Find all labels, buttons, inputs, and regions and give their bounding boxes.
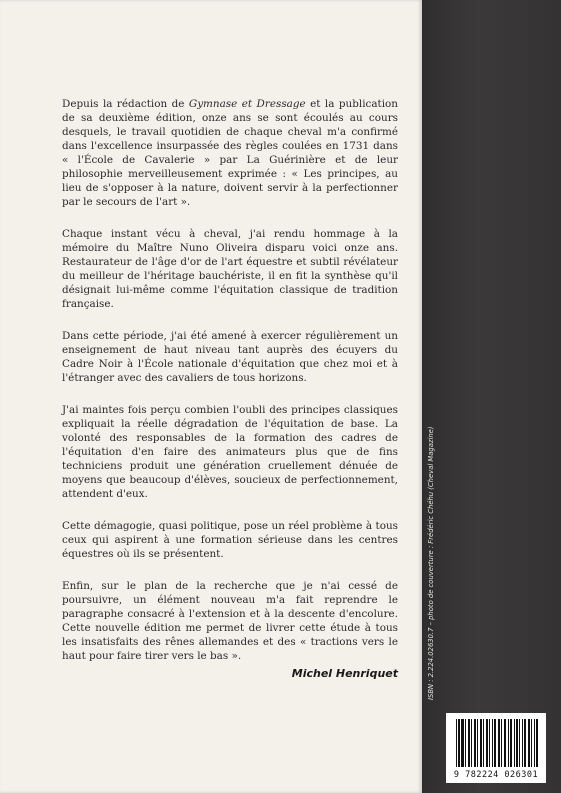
paragraph-3: Dans cette période, j'ai été amené à exercer régulièrement un enseignement de haut niveau tant auprès des écuyers du Cadre Noir à l'École nationale d'équitation que chez moi et à l'étranger avec des cavaliers de tous horizons.	[62, 330, 398, 384]
barcode-bar	[481, 719, 482, 767]
barcode-bar	[489, 719, 490, 767]
isbn-photo-credit: ISBN : 2.224.02630.7 – photo de couverture : Frédéric Chéhu (Cheval Magazine)	[427, 426, 435, 700]
barcode-bar	[511, 719, 512, 767]
barcode-digits: 9 782224 026301	[453, 770, 539, 780]
barcode-bar	[529, 719, 530, 767]
barcode-bar	[471, 719, 472, 767]
paragraph-2: Chaque instant vécu à cheval, j'ai rendu hommage à la mémoire du Maître Nuno Oliveira disparu voici onze ans. Restaurateur de l'âge d'or de l'art équestre et subtil révélateur du meilleur de l'héritage bauchériste, il en fit la synthèse qu'il désignait lui-même comme l'équitation classique de tradition française.	[62, 228, 398, 310]
barcode-bar	[465, 719, 466, 767]
blurb-text	[62, 97, 398, 681]
paragraph-4: J'ai maintes fois perçu combien l'oubli des principes classiques expliquait la réelle dégradation de l'équitation de base. La volonté des responsables de la formation des cadres de l'équitation d'en faire des animateurs plus que de fins techniciens produit une génération cruellement dénuée de moyens que beaucoup d'élèves, soucieux de perfectionnement, attendent d'eux.	[62, 404, 398, 500]
paragraph-6: Enfin, sur le plan de la recherche que je n'ai cessé de poursuivre, un élément nouveau m'a fait reprendre le paragraphe consacré à l'extension et à la descente d'encolure. Cette nouvelle édition me permet de livrer cette étude à tous les insatisfaits des rênes allemandes et des « tractions vers le haut pour faire tirer vers le bas ».	[62, 580, 398, 662]
barcode-bar	[477, 719, 478, 767]
paragraph-5: Cette démagogie, quasi politique, pose un réel problème à tous ceux qui aspirent à une formation sérieuse dans les centres équestres où ils se présentent.	[62, 520, 398, 560]
barcode-bar	[505, 719, 506, 767]
barcode-bar	[537, 719, 538, 767]
barcode-bar	[495, 719, 496, 767]
paragraph-1: Depuis la rédaction de Gymnase et Dressage et la publication de sa deuxième édition, onze ans se sont écoulés au cours desquels, le travail quotidien de chaque cheval m'a confirmé dans l'excellence insurpassée des règles coulées en 1731 dans « l'École de Cavalerie » par La Guérinière et de leur philosophie merveilleusement exprimée : « Les principes, au lieu de s'opposer à la nature, doivent servir à la perfectionner par le secours de l'art ».	[62, 98, 398, 208]
dark-side-band	[422, 0, 561, 793]
author-signature: Michel Henriquet	[291, 667, 398, 680]
book-title-gymnase: Gymnase et Dressage	[188, 98, 306, 110]
barcode	[456, 719, 540, 767]
barcode-label	[446, 713, 546, 783]
barcode-bar	[501, 719, 502, 767]
barcode-bar	[519, 719, 520, 767]
barcode-bar	[483, 719, 484, 767]
